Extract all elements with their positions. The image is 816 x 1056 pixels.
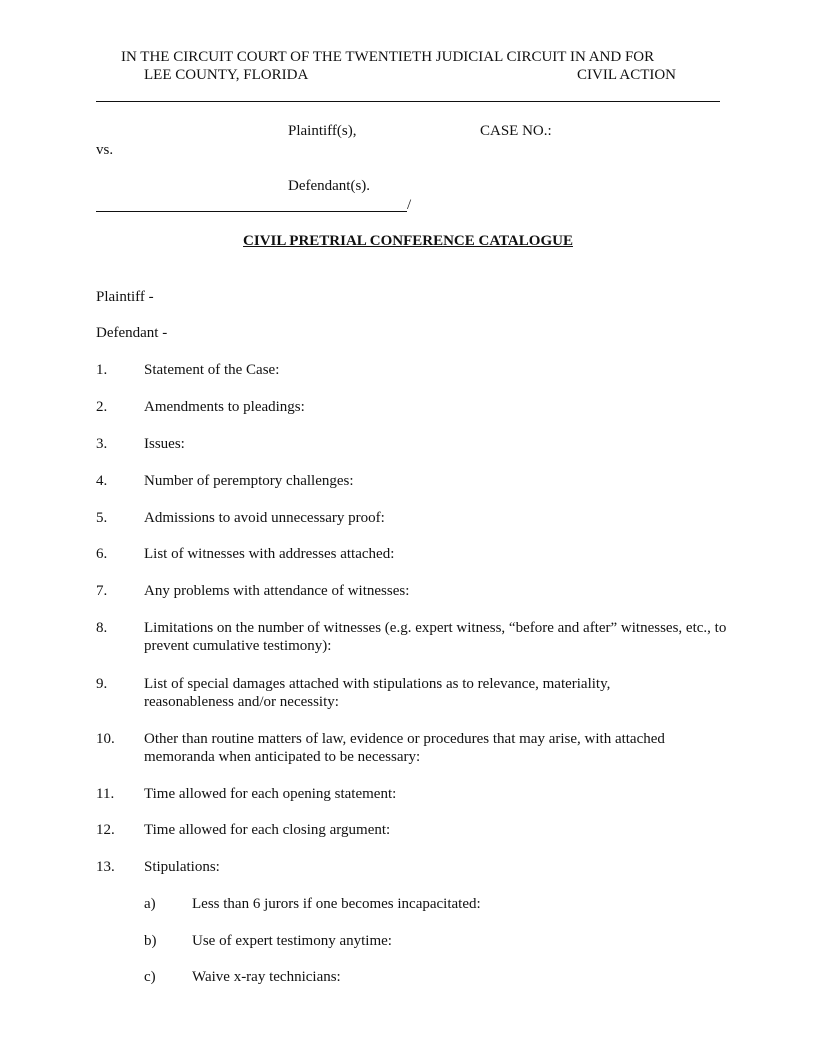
item-number-12: 12. (96, 822, 115, 838)
subitem-letter-b: b) (144, 933, 157, 949)
caption-slash: / (407, 197, 412, 213)
item-text-12: Time allowed for each closing argument: (144, 822, 391, 838)
document-title: CIVIL PRETRIAL CONFERENCE CATALOGUE (243, 233, 573, 249)
subitem-text-b: Use of expert testimony anytime: (192, 933, 392, 949)
subitem-text-a: Less than 6 jurors if one becomes incapacitated: (192, 896, 481, 912)
item-number-13: 13. (96, 859, 115, 875)
county-name: LEE COUNTY, FLORIDA (144, 67, 309, 83)
case-number-label: CASE NO.: (480, 123, 552, 139)
caption-underline (96, 211, 407, 212)
subitem-letter-a: a) (144, 896, 156, 912)
item-number-5: 5. (96, 510, 108, 526)
item-number-9: 9. (96, 676, 108, 692)
item-number-4: 4. (96, 473, 108, 489)
item-text-10: Other than routine matters of law, evidence or procedures that may arise, with attached memoranda when anticipated to be necessary: (144, 731, 665, 765)
item-number-3: 3. (96, 436, 108, 452)
item-text-1: Statement of the Case: (144, 362, 280, 378)
court-heading-line1: IN THE CIRCUIT COURT OF THE TWENTIETH JUDICIAL CIRCUIT IN AND FOR (121, 49, 655, 65)
item-number-2: 2. (96, 399, 108, 415)
item-number-10: 10. (96, 731, 115, 747)
item-number-6: 6. (96, 546, 108, 562)
item-number-7: 7. (96, 583, 108, 599)
item-text-2: Amendments to pleadings: (144, 399, 305, 415)
plaintiff-label: Plaintiff(s), (288, 123, 357, 139)
item-text-8: Limitations on the number of witnesses (e.g. expert witness, “before and after” witnesses, etc., to prevent cumulative testimony): (144, 620, 727, 654)
header-divider (96, 101, 720, 102)
item-number-8: 8. (96, 620, 108, 636)
item-number-11: 11. (96, 786, 115, 802)
item-text-13: Stipulations: (144, 859, 220, 875)
subitem-text-c: Waive x-ray technicians: (192, 969, 341, 985)
plaintiff-entry: Plaintiff - (96, 289, 154, 305)
item-text-4: Number of peremptory challenges: (144, 473, 354, 489)
item-number-1: 1. (96, 362, 108, 378)
item-text-3: Issues: (144, 436, 185, 452)
defendant-entry: Defendant - (96, 325, 168, 341)
defendant-label: Defendant(s). (288, 178, 371, 194)
subitem-letter-c: c) (144, 969, 156, 985)
civil-action-label: CIVIL ACTION (577, 67, 677, 83)
item-text-6: List of witnesses with addresses attached: (144, 546, 395, 562)
item-text-5: Admissions to avoid unnecessary proof: (144, 510, 385, 526)
item-text-9: List of special damages attached with stipulations as to relevance, materiality, reasonableness and/or necessity: (144, 676, 611, 710)
item-text-11: Time allowed for each opening statement: (144, 786, 397, 802)
versus-label: vs. (96, 142, 114, 158)
item-text-7: Any problems with attendance of witnesses: (144, 583, 410, 599)
